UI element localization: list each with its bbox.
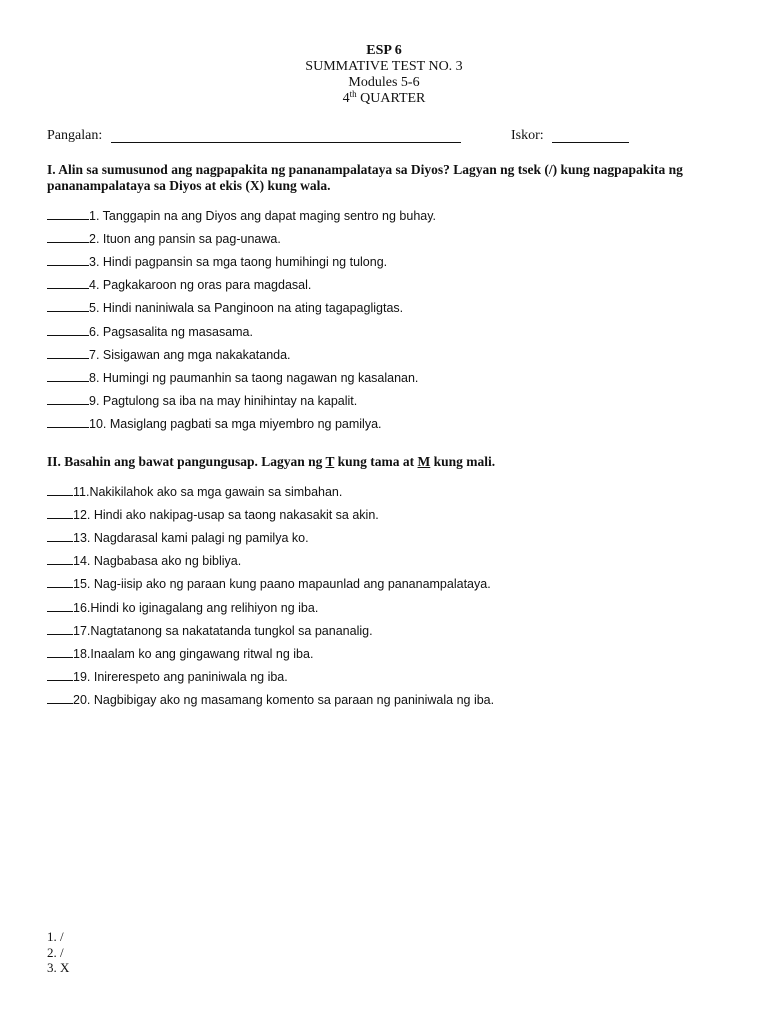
question-text: 9. Pagtulong sa iba na may hinihintay na kapalit. bbox=[89, 393, 358, 408]
question-text: 10. Masiglang pagbati sa mga miyembro ng pamilya. bbox=[89, 416, 382, 431]
answer-blank[interactable] bbox=[47, 552, 73, 565]
question-text: 20. Nagbibigay ako ng masamang komento sa paraan ng paniniwala ng iba. bbox=[73, 692, 495, 707]
question-item bbox=[47, 622, 373, 638]
question-item bbox=[47, 299, 403, 315]
answer-blank[interactable] bbox=[47, 529, 73, 542]
answer-key-line: 3. X bbox=[47, 960, 70, 975]
question-text: 1. Tanggapin na ang Diyos ang dapat maging sentro ng buhay. bbox=[89, 209, 437, 223]
question-item bbox=[47, 207, 436, 223]
question-item bbox=[47, 668, 288, 684]
question-item bbox=[47, 645, 313, 661]
question-text: 7. Sisigawan ang mga nakakatanda. bbox=[89, 347, 291, 362]
question-item bbox=[47, 392, 357, 408]
answer-blank[interactable] bbox=[47, 323, 89, 336]
question-text: 4. Pagkakaroon ng oras para magdasal. bbox=[89, 278, 312, 293]
answer-blank[interactable] bbox=[47, 483, 73, 496]
question-item bbox=[47, 415, 382, 431]
answer-key-line: 1. / bbox=[47, 929, 64, 944]
part2-instructions: II. Basahin ang bawat pangungusap. Lagyan ng T kung tama at M kung mali. bbox=[47, 454, 496, 469]
answer-blank[interactable] bbox=[47, 575, 73, 588]
subject-title: ESP 6 bbox=[366, 43, 402, 58]
answer-blank[interactable] bbox=[47, 230, 89, 243]
question-item bbox=[47, 369, 418, 385]
question-text: 13. Nagdarasal kami palagi ng pamilya ko. bbox=[73, 531, 309, 546]
question-item bbox=[47, 346, 291, 362]
question-item bbox=[47, 483, 342, 499]
score-blank[interactable] bbox=[552, 142, 629, 143]
answer-blank[interactable] bbox=[47, 392, 89, 405]
question-item bbox=[47, 529, 309, 545]
answer-blank[interactable] bbox=[47, 599, 73, 612]
question-item bbox=[47, 323, 253, 339]
answer-blank[interactable] bbox=[47, 299, 89, 312]
answer-blank[interactable] bbox=[47, 622, 73, 635]
name-score-row bbox=[47, 128, 747, 146]
question-text: 12. Hindi ako nakipag-usap sa taong nakasakit sa akin. bbox=[73, 508, 379, 523]
question-text: 17.Nagtatanong sa nakatatanda tungkol sa pananalig. bbox=[73, 623, 373, 638]
question-item bbox=[47, 599, 318, 615]
question-item bbox=[47, 253, 387, 269]
part1-instructions: I. Alin sa sumusunod ang nagpapakita ng pananampalataya sa Diyos? Lagyan ng tsek (/) kung nagpapakita ng pananampalataya sa Diyos at ekis (X) kung wala. bbox=[47, 162, 683, 193]
modules-label: Modules 5-6 bbox=[348, 75, 420, 90]
question-item bbox=[47, 552, 241, 568]
question-item bbox=[47, 691, 494, 707]
answer-blank[interactable] bbox=[47, 207, 89, 220]
answer-blank[interactable] bbox=[47, 645, 73, 658]
question-item bbox=[47, 575, 491, 591]
answer-key-line: 2. / bbox=[47, 944, 64, 960]
answer-blank[interactable] bbox=[47, 415, 89, 428]
answer-blank[interactable] bbox=[47, 369, 89, 382]
question-text: 19. Inirerespeto ang paniniwala ng iba. bbox=[73, 669, 288, 684]
answer-blank[interactable] bbox=[47, 346, 89, 359]
question-text: 8. Humingi ng paumanhin sa taong nagawan ng kasalanan. bbox=[89, 370, 419, 385]
answer-blank[interactable] bbox=[47, 276, 89, 289]
question-text: 6. Pagsasalita ng masasama. bbox=[89, 324, 253, 339]
answer-blank[interactable] bbox=[47, 506, 73, 519]
quarter-label: 4th QUARTER bbox=[342, 89, 426, 106]
answer-blank[interactable] bbox=[47, 253, 89, 266]
question-item bbox=[47, 506, 379, 522]
answer-blank[interactable] bbox=[47, 691, 73, 704]
question-text: 18.Inaalam ko ang gingawang ritwal ng iba. bbox=[73, 646, 314, 661]
test-title: SUMMATIVE TEST NO. 3 bbox=[305, 59, 463, 74]
question-text: 3. Hindi pagpansin sa mga taong humihingi ng tulong. bbox=[89, 255, 388, 270]
question-text: 15. Nag-iisip ako ng paraan kung paano mapaunlad ang pananampalataya. bbox=[73, 577, 491, 592]
score-label: Iskor: bbox=[511, 128, 544, 143]
question-text: 16.Hindi ko iginagalang ang relihiyon ng iba. bbox=[73, 600, 319, 615]
name-blank[interactable] bbox=[111, 142, 461, 143]
question-text: 11.Nakikilahok ako sa mga gawain sa simbahan. bbox=[73, 485, 343, 499]
test-header bbox=[0, 43, 768, 107]
answer-blank[interactable] bbox=[47, 668, 73, 681]
question-text: 2. Ituon ang pansin sa pag-unawa. bbox=[89, 232, 281, 247]
name-label: Pangalan: bbox=[47, 128, 103, 143]
question-text: 14. Nagbabasa ako ng bibliya. bbox=[73, 554, 242, 569]
question-item bbox=[47, 276, 311, 292]
question-item bbox=[47, 230, 281, 246]
question-text: 5. Hindi naniniwala sa Panginoon na ating tagapagligtas. bbox=[89, 301, 404, 316]
